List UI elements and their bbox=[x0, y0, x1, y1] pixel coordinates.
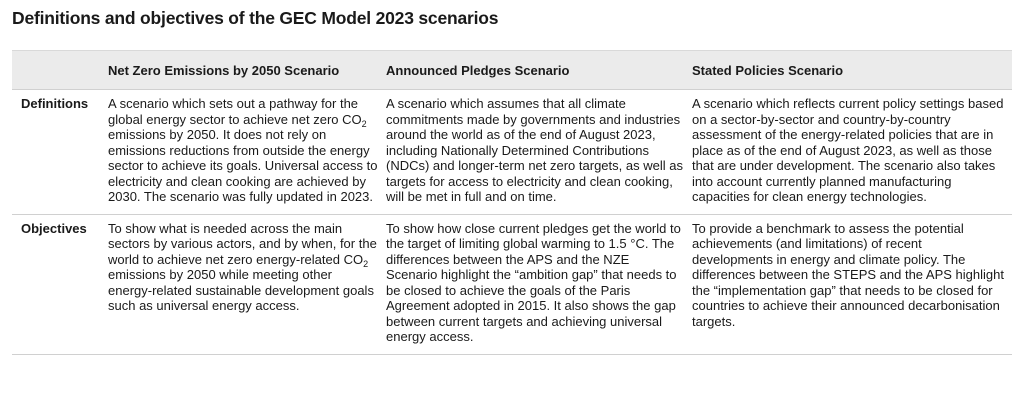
cell-aps-definition: A scenario which assumes that all climate commitments made by governments and industries around the world as of the end of August 2023, including Nationally Determined Contributions (NDCs) and longer-term net zero targets, as well as targets for access to electricity and clean cooking, will be met in full and on time. bbox=[386, 96, 683, 204]
cell-nze-definition bbox=[108, 90, 386, 214]
header-aps: Announced Pledges Scenario bbox=[386, 62, 570, 78]
table-row-definitions bbox=[12, 89, 1012, 214]
nze-definition-text-a: A scenario which sets out a pathway for the global energy sector to achieve net zero CO bbox=[108, 96, 362, 127]
cell-nze-objective bbox=[108, 215, 386, 354]
page-title: Definitions and objectives of the GEC Model 2023 scenarios bbox=[12, 8, 499, 28]
row-label: Definitions bbox=[21, 96, 89, 111]
row-label: Objectives bbox=[21, 220, 87, 236]
cell-steps-definition: A scenario which reflects current policy settings based on a sector-by-sector and country-by-country assessment of the energy-related policies that are in place as of the end of August 2023, as well as those that are under development. The scenario also takes into account currently planned manufacturing capacities for clean energy technologies. bbox=[692, 96, 1004, 204]
co2-subscript: 2 bbox=[363, 258, 369, 269]
table-header bbox=[12, 50, 1012, 89]
table-row-objectives bbox=[12, 214, 1012, 355]
header-nze: Net Zero Emissions by 2050 Scenario bbox=[108, 62, 340, 78]
cell-steps-objective: To provide a benchmark to assess the potential achievements (and limitations) of recent developments in energy and climate policy. The differences between the STEPS and the APS highlight the “implementation gap” that needs to be closed for countries to achieve their announced decarbonisation targets. bbox=[692, 220, 1004, 329]
co2-subscript: 2 bbox=[361, 118, 367, 129]
scenario-table bbox=[12, 50, 1012, 355]
cell-aps-objective: To show how close current pledges get the world to the target of limiting global warming to 1.5 °C. The differences between the APS and the NZE Scenario highlight the “ambition gap” that needs to be closed to achieve the goals of the Paris Agreement adopted in 2015. It also shows the gap between current targets and achieving universal energy access. bbox=[386, 220, 681, 344]
nze-definition-text-b: emissions by 2050. It does not rely on emissions reductions from outside the energy sector to achieve its goals. Universal access to electricity and clean cooking are achieved by 2030. The scenario was fully updated in 2023. bbox=[108, 127, 378, 204]
header-steps: Stated Policies Scenario bbox=[692, 62, 844, 78]
nze-objective-text-a: To show what is needed across the main sectors by various actors, and by when, for the world to achieve net zero energy-related CO bbox=[108, 220, 377, 267]
nze-objective-text-b: emissions by 2050 while meeting other energy-related sustainable development goals such as universal energy access. bbox=[108, 267, 374, 313]
